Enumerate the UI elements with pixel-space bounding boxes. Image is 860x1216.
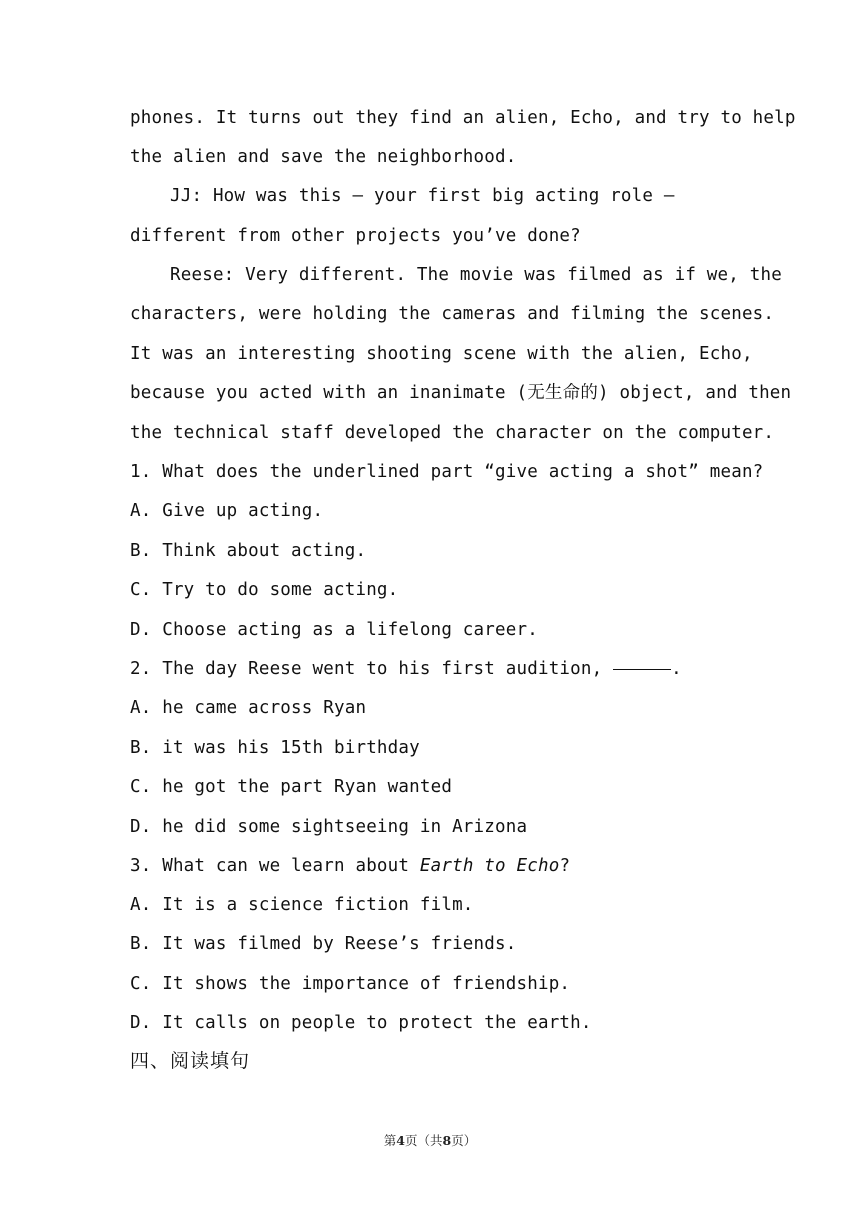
page-footer [0,1131,860,1149]
interview-answer: because you acted with an inanimate (无生命的) object, and then [130,383,792,403]
answer-option: B. it was his 15th birthday [130,738,420,758]
answer-option: B. It was filmed by Reese’s friends. [130,934,517,954]
answer-blank [613,669,671,670]
question-stem [130,657,740,681]
footer-suffix: 页） [451,1133,477,1148]
question-stem-text: 3. What can we learn about [130,856,420,876]
interview-answer: characters, were holding the cameras and filming the scenes. [130,304,775,324]
interview-question: JJ: How was this — your first big acting role — [170,186,675,206]
answer-option: A. It is a science fiction film. [130,895,474,915]
passage-line: phones. It turns out they find an alien, Echo, and try to help [130,108,796,128]
question-stem-text: 2. The day Reese went to his first audition, [130,659,614,679]
answer-option: A. he came across Ryan [130,698,367,718]
answer-option: D. he did some sightseeing in Arizona [130,817,528,837]
section-heading: 四、阅读填句 [130,1050,251,1072]
answer-option: D. It calls on people to protect the earth. [130,1013,592,1033]
question-stem: 1. What does the underlined part “give acting a shot” mean? [130,462,764,482]
footer-prefix: 第 [383,1133,397,1148]
answer-option: C. he got the part Ryan wanted [130,777,453,797]
interview-answer: the technical staff developed the character on the computer. [130,423,775,443]
question-stem-end: . [671,659,682,679]
answer-option: C. Try to do some acting. [130,580,399,600]
interview-answer: Reese: Very different. The movie was filmed as if we, the [170,265,782,285]
answer-option: C. It shows the importance of friendship. [130,974,571,994]
question-stem [130,854,740,878]
interview-question: different from other projects you’ve done? [130,226,581,246]
footer-middle: 页（共 [404,1133,443,1148]
answer-option: D. Choose acting as a lifelong career. [130,620,538,640]
answer-option: A. Give up acting. [130,501,324,521]
interview-answer: It was an interesting shooting scene with the alien, Echo, [130,344,753,364]
footer-page-number: 4 [396,1133,405,1148]
question-stem-end: ? [559,856,571,876]
film-title: Earth to Echo [419,856,560,876]
answer-option: B. Think about acting. [130,541,367,561]
passage-line: the alien and save the neighborhood. [130,147,517,167]
footer-total-pages: 8 [442,1133,452,1148]
